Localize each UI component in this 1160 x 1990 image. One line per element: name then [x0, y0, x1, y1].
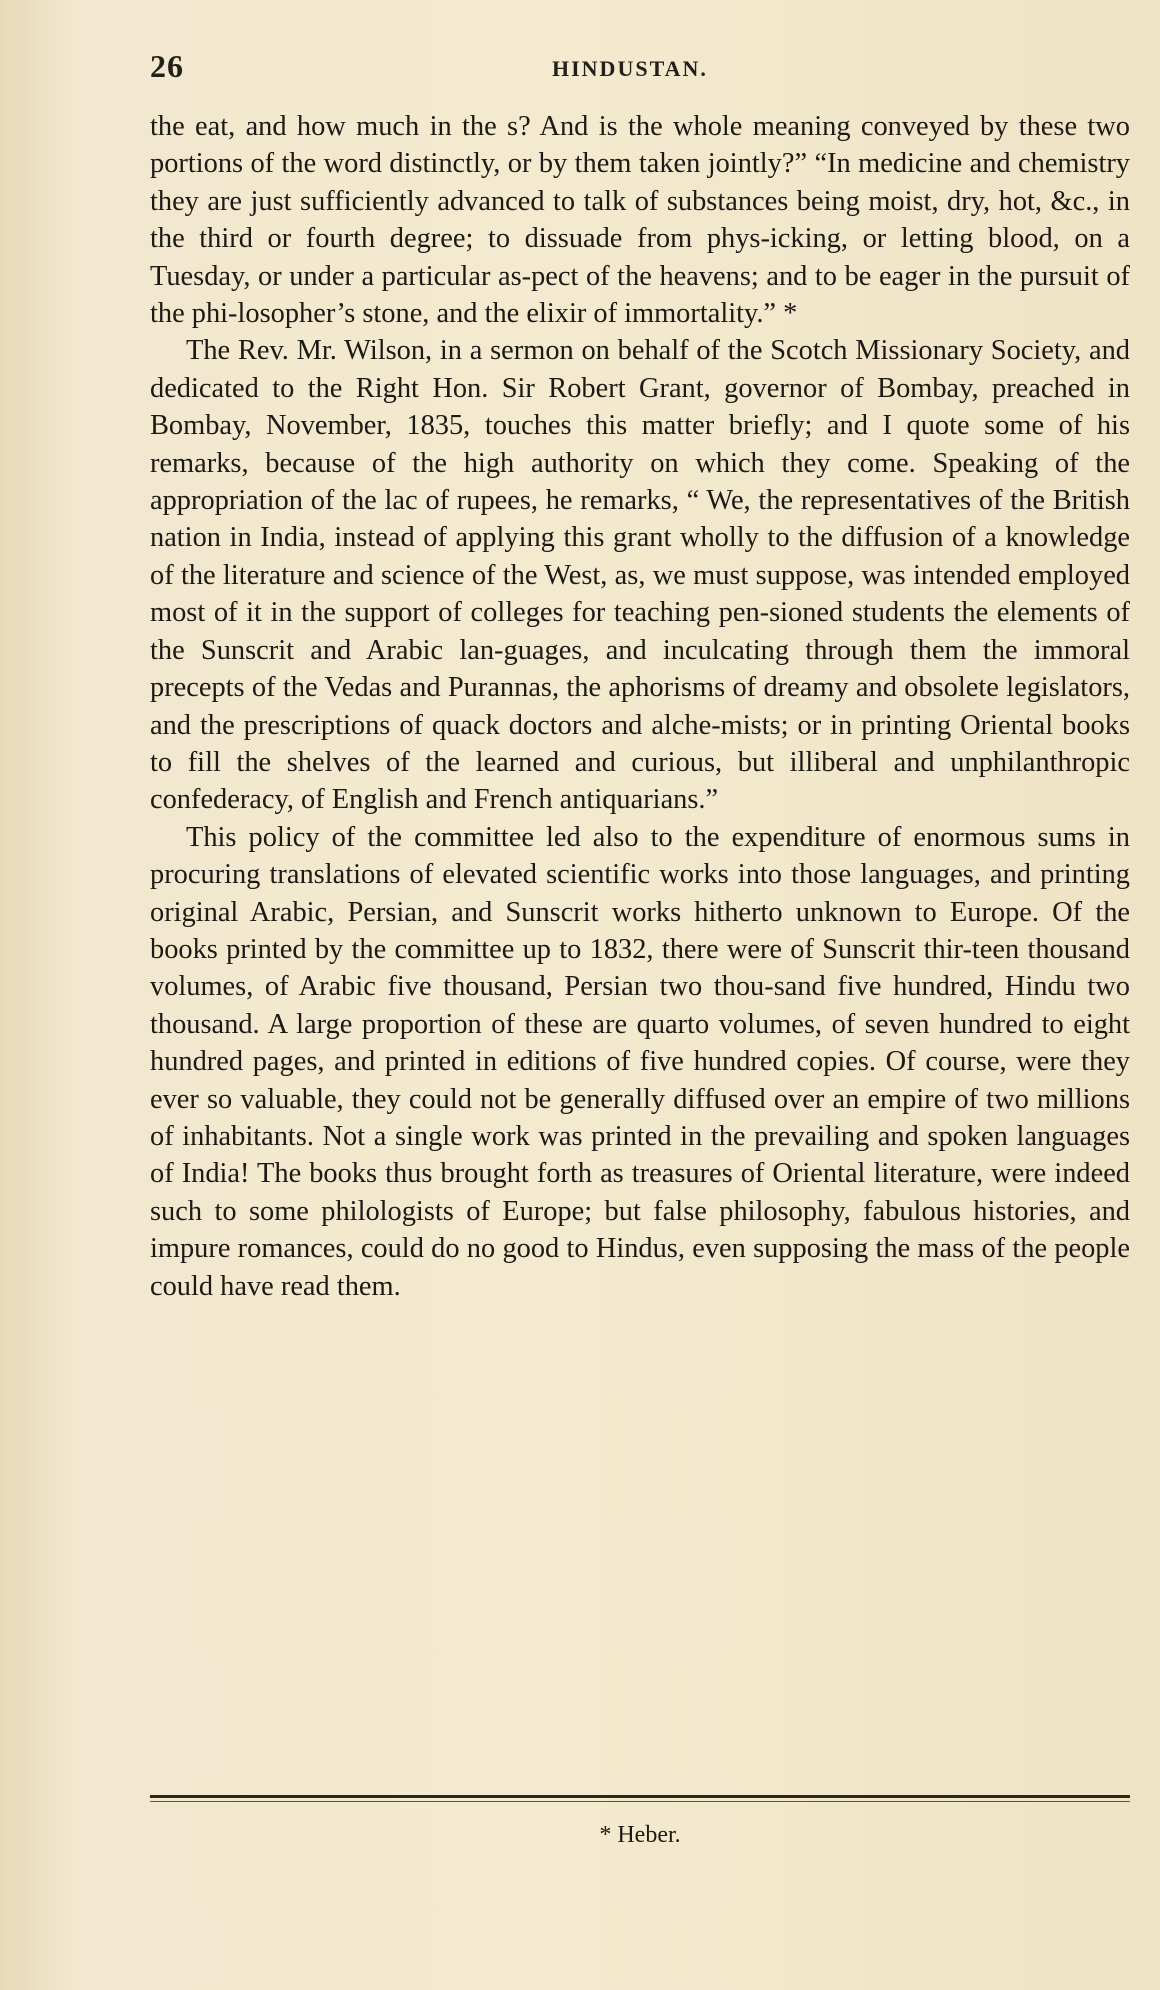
- running-head: HINDUSTAN.: [552, 56, 708, 81]
- page-number: 26: [150, 48, 184, 84]
- page-header: [150, 48, 1130, 92]
- body-text: [150, 108, 1130, 1305]
- paragraph-1: the eat, and how much in the s? And is the whole meaning conveyed by these two portions of the word distinctly, or by them taken jointly?” “In medicine and chemistry they are just sufficiently advanced to talk of substances being moist, dry, hot, &c., in the third or fourth degree; to dissuade from phys-icking, or letting blood, on a Tuesday, or under a particular as-pect of the heavens; and to be eager in the pursuit of the phi-losopher’s stone, and the elixir of immortality.” *: [150, 111, 1130, 330]
- footnote-rule-thin: [150, 1801, 1130, 1802]
- footnote-rule: [150, 1795, 1130, 1798]
- paragraph-2: The Rev. Mr. Wilson, in a sermon on behalf of the Scotch Missionary Society, and dedicated to the Right Hon. Sir Robert Grant, governor of Bombay, preached in Bombay, November, 1835, touches this matter briefly; and I quote some of his remarks, because of the high authority on which they come. Speaking of the appropriation of the lac of rupees, he remarks, “ We, the representatives of the British nation in India, instead of applying this grant wholly to the diffusion of a knowledge of the literature and science of the West, as, we must suppose, was intended employed most of it in the support of colleges for teaching pen-sioned students the elements of the Sunscrit and Arabic lan-guages, and inculcating through them the immoral precepts of the Vedas and Purannas, the aphorisms of dreamy and obsolete legislators, and the prescriptions of quack doctors and alche-mists; or in printing Oriental books to fill the shelves of the learned and curious, but illiberal and unphilanthropic confederacy, of English and French antiquarians.”: [150, 335, 1130, 816]
- footnote: * Heber.: [599, 1822, 681, 1848]
- paragraph-3: This policy of the committee led also to the expenditure of enormous sums in procuring translations of elevated scientific works into those languages, and printing original Arabic, Persian, and Sunscrit works hitherto unknown to Europe. Of the books printed by the committee up to 1832, there were of Sunscrit thir-teen thousand volumes, of Arabic five thousand, Persian two thou-sand five hundred, Hindu two thousand. A large proportion of these are quarto volumes, of seven hundred to eight hundred pages, and printed in editions of five hundred copies. Of course, were they ever so valuable, they could not be generally diffused over an empire of two millions of inhabitants. Not a single work was printed in the prevailing and spoken languages of India! The books thus brought forth as treasures of Oriental literature, were indeed such to some philologists of Europe; but false philosophy, fabulous histories, and impure romances, could do no good to Hindus, even supposing the mass of the people could have read them.: [150, 821, 1130, 1302]
